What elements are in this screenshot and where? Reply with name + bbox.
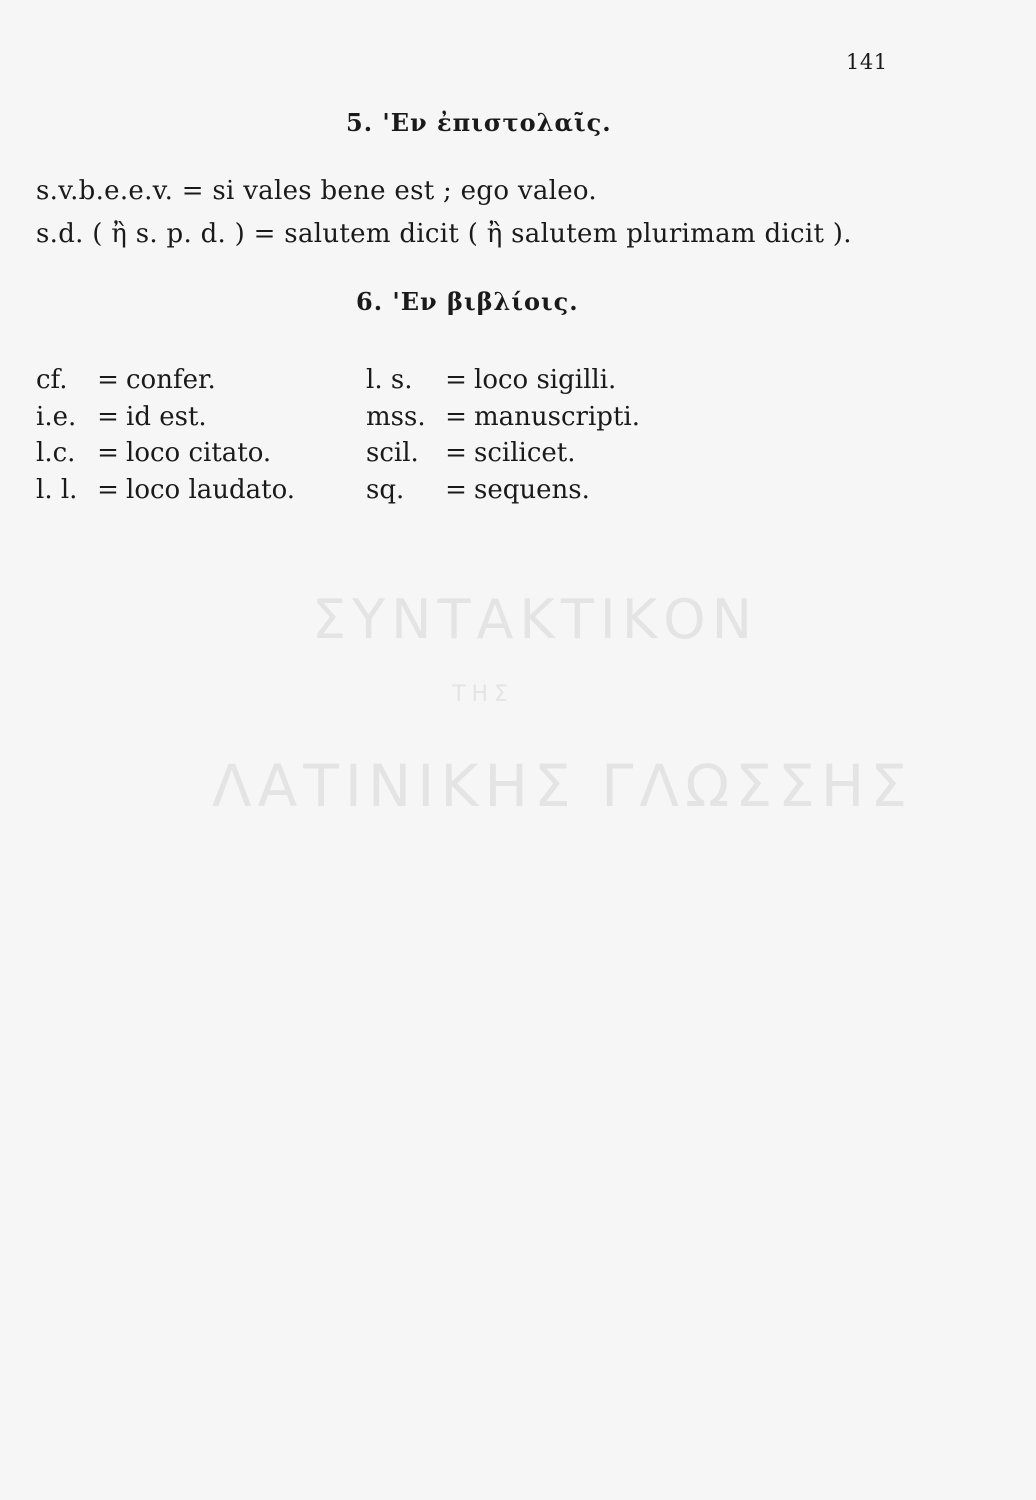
section-5-heading: 5. 'Εν ἐπιστολαῖς. — [346, 108, 612, 137]
abbreviation: l. s. — [366, 365, 413, 395]
equals-sign: = — [445, 474, 467, 505]
abbreviation: sq. — [366, 474, 405, 505]
abbreviation-row — [36, 472, 295, 509]
equals-sign: = — [445, 365, 467, 395]
show-through-title: ΣΥΝΤΑΚΤΙΚΟΝ — [312, 588, 759, 651]
meaning: confer. — [126, 365, 216, 395]
section-6-heading: 6. 'Εν βιβλίοις. — [356, 287, 579, 316]
equals-sign: = — [445, 401, 467, 432]
letter-abbreviation-line-1: s.v.b.e.e.v. = si vales bene est ; ego valeo. — [36, 176, 597, 206]
abbreviation: mss. — [366, 401, 426, 432]
meaning: loco sigilli. — [474, 365, 617, 395]
abbreviation: scil. — [366, 438, 419, 468]
show-through-article: ΤΗΣ — [452, 682, 514, 707]
equals-sign: = — [97, 365, 119, 395]
equals-sign: = — [97, 474, 119, 505]
meaning: sequens. — [474, 474, 590, 505]
abbreviation-row — [366, 472, 640, 509]
show-through-subtitle: ΛΑΤΙΝΙΚΗΣ ΓΛΩΣΣΗΣ — [212, 752, 913, 820]
equals-sign: = — [445, 438, 467, 468]
abbreviation-row — [36, 362, 295, 399]
page-number: 141 — [846, 50, 888, 74]
abbreviation: l.c. — [36, 438, 76, 468]
abbreviation-column-left — [36, 362, 295, 508]
abbreviation-row — [366, 399, 640, 436]
abbreviation: i.e. — [36, 401, 77, 432]
meaning: loco laudato. — [126, 474, 296, 505]
meaning: scilicet. — [474, 438, 576, 468]
meaning: loco citato. — [126, 438, 272, 468]
meaning: id est. — [126, 401, 207, 432]
abbreviation-row — [366, 362, 640, 399]
equals-sign: = — [97, 438, 119, 468]
abbreviation-row — [36, 399, 295, 436]
letter-abbreviation-line-2: s.d. ( ἢ s. p. d. ) = salutem dicit ( ἢ salutem plurimam dicit ). — [36, 219, 852, 249]
abbreviation-column-right — [366, 362, 640, 508]
meaning: manuscripti. — [474, 401, 640, 432]
abbreviation: l. l. — [36, 474, 78, 505]
abbreviation: cf. — [36, 365, 68, 395]
equals-sign: = — [97, 401, 119, 432]
abbreviation-row — [36, 435, 295, 472]
abbreviation-row — [366, 435, 640, 472]
